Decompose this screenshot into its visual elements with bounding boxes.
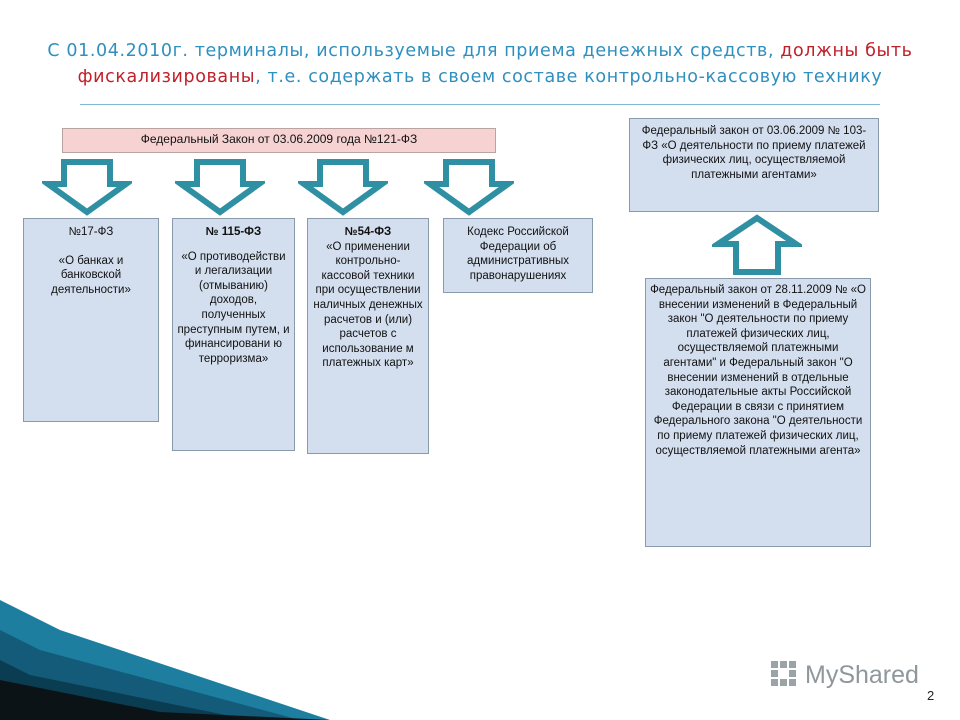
law-54-title: «О применении контрольно-кассовой техники при осуществлении наличных денежных расчетов и (или) расчетов с использование м платежных карт»: [313, 240, 423, 370]
title-emphasis: должны быть фискализированы: [77, 41, 913, 87]
corner-decoration: [0, 590, 340, 720]
page-number: 2: [927, 688, 935, 703]
law-amendment-box: [645, 278, 871, 547]
title-part-3: , т.е. содержать в своем составе контрольно-кассовую технику: [255, 67, 883, 87]
title-divider: [80, 104, 880, 105]
down-arrow-icon: [424, 158, 514, 216]
law-17-number: №17-ФЗ: [68, 226, 114, 238]
myshared-logo: [765, 655, 925, 691]
down-arrow-icon: [298, 158, 388, 216]
law-121-label: Федеральный Закон от 03.06.2009 года №121-ФЗ: [140, 132, 418, 146]
law-103-title: Федеральный закон от 03.06.2009 № 103-ФЗ «О деятельности по приему платежей физических лиц, осуществляемой платежными агентами»: [641, 125, 867, 181]
law-115-title: «О противодействи и легализации (отмыванию) доходов, полученных преступным путем, и финансировани ю терроризма»: [177, 250, 290, 365]
law-121-header: [62, 128, 496, 153]
law-115-number: № 115-ФЗ: [205, 226, 262, 238]
law-17-title: «О банках и банковской деятельности»: [51, 254, 131, 296]
koap-box: [443, 218, 593, 293]
slide-title: [40, 38, 920, 90]
up-arrow-icon: [712, 212, 802, 276]
logo-text: MyShared: [805, 661, 919, 689]
law-115-box: [172, 218, 295, 451]
law-54-number: №54-ФЗ: [344, 226, 392, 238]
down-arrow-icon: [42, 158, 132, 216]
law-17-box: [23, 218, 159, 422]
down-arrow-icon: [175, 158, 265, 216]
law-103-box: [629, 118, 879, 212]
law-amendment-title: Федеральный закон от 28.11.2009 № «О внесении изменений в Федеральный закон "О деятельности по приему платежей физических лиц, осуществляемой платежными агентами" и Федеральный закон "О внесении изменений в отдельные законодательные акты Российской Федерации в связи с принятием Федерального закона "О деятельности по приему платежей физических лиц, осуществляемой платежными агента»: [650, 284, 866, 457]
koap-title: Кодекс Российской Федерации об административных правонарушениях: [467, 226, 569, 282]
title-part-1: С 01.04.2010г. терминалы, используемые для приема денежных средств,: [47, 41, 781, 61]
law-54-box: [307, 218, 429, 454]
